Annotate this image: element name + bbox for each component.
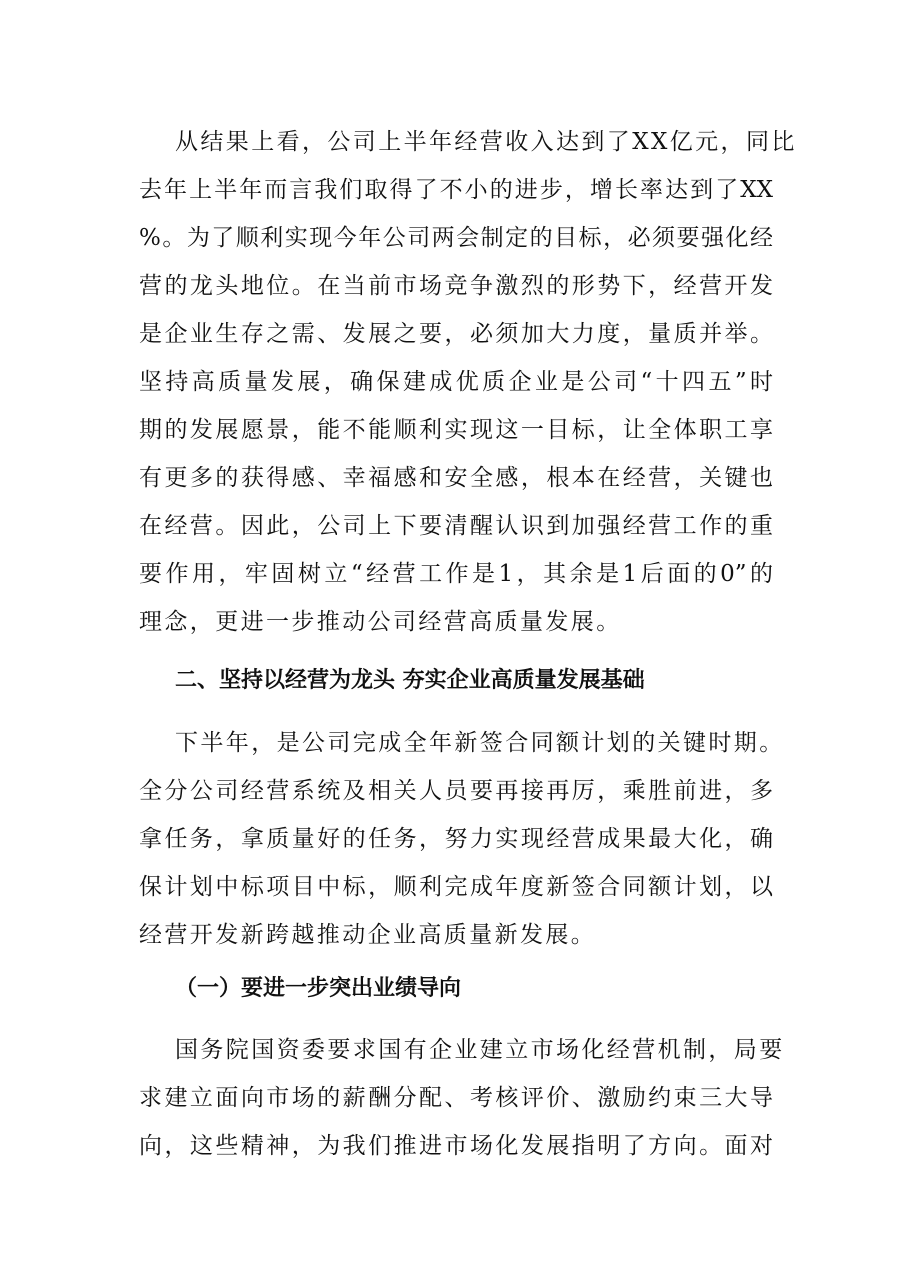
paragraph-line: 求建立面向市场的薪酬分配、考核评价、激励约束三大导 (139, 1085, 773, 1111)
paragraph-line: 有更多的获得感、幸福感和安全感，根本在经营，关键也 (139, 465, 773, 491)
paragraph-line: 经营开发新跨越推动企业高质量新发展。 (139, 922, 597, 948)
paragraph-line: 是企业生存之需、发展之要，必须加大力度，量质并举。 (139, 321, 773, 347)
paragraph-line: 去年上半年而言我们取得了不小的进步，增长率达到了XX (139, 177, 773, 203)
paragraph-line: 理念，更进一步推动公司经营高质量发展。 (139, 609, 622, 635)
paragraph-line: 营的龙头地位。在当前市场竞争激烈的形势下，经营开发 (139, 273, 773, 299)
paragraph-line: 期的发展愿景，能不能顺利实现这一目标，让全体职工享 (139, 417, 773, 443)
paragraph-line: 全分公司经营系统及相关人员要再接再厉，乘胜前进，多 (139, 778, 773, 804)
paragraph-line: 国务院国资委要求国有企业建立市场化经营机制，局要 (175, 1037, 785, 1063)
paragraph-line: 下半年，是公司完成全年新签合同额计划的关键时期。 (175, 730, 785, 756)
section-heading: 二、坚持以经营为龙头 夯实企业高质量发展基础 (175, 668, 645, 693)
paragraph-line: 在经营。因此，公司上下要清醒认识到加强经营工作的重 (139, 513, 773, 539)
paragraph-line: 保计划中标项目中标，顺利完成年度新签合同额计划，以 (139, 874, 773, 900)
subsection-heading: （一）要进一步突出业绩导向 (175, 976, 462, 1001)
paragraph-line: 从结果上看，公司上半年经营收入达到了XX亿元，同比 (175, 129, 797, 155)
paragraph-line: 要作用，牢固树立“经营工作是1，其余是1后面的0”的 (139, 561, 773, 587)
paragraph-line: 坚持高质量发展，确保建成优质企业是公司“十四五”时 (139, 369, 773, 395)
paragraph-line: 拿任务，拿质量好的任务，努力实现经营成果最大化，确 (139, 826, 773, 852)
paragraph-line: 向，这些精神，为我们推进市场化发展指明了方向。面对 (139, 1133, 773, 1159)
paragraph-line: %。为了顺利实现今年公司两会制定的目标，必须要强化经 (139, 225, 773, 251)
